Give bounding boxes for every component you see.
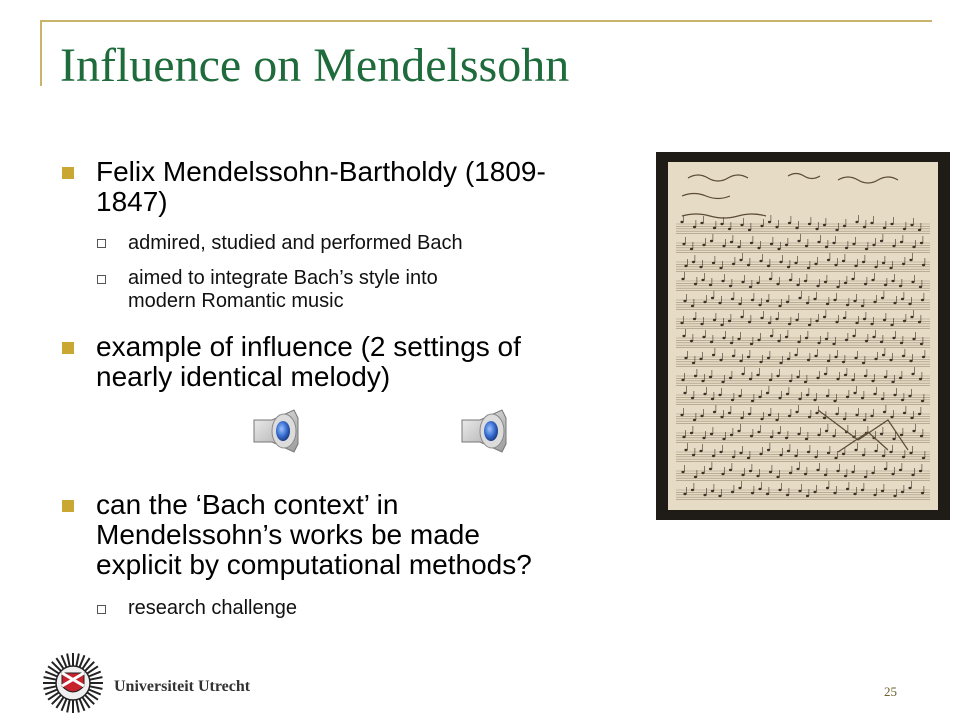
sub-bullet-square-icon (97, 605, 106, 614)
bullet-square-icon (62, 500, 74, 512)
sub-bullet-square-icon (97, 239, 106, 248)
bullet-square-icon (62, 342, 74, 354)
footer-institution-name: Universiteit Utrecht (114, 678, 251, 695)
utrecht-sun-logo-icon (42, 652, 104, 714)
slide-title: Influence on Mendelssohn (60, 39, 570, 92)
bullet-2-line-2: nearly identical melody) (96, 361, 391, 392)
page-number: 25 (884, 684, 897, 699)
speaker-icon[interactable] (250, 408, 302, 454)
sub-bullet-3-1: research challenge (128, 597, 297, 619)
bullet-2-line-1: example of influence (2 settings of (96, 331, 521, 362)
bullet-3-line-3: explicit by computational methods? (96, 549, 532, 580)
sub-bullet-1-1: admired, studied and performed Bach (128, 232, 463, 254)
bullet-square-icon (62, 167, 74, 179)
bullet-3-line-1: can the ‘Bach context’ in (96, 489, 399, 520)
sub-bullet-square-icon (97, 275, 106, 284)
bullet-1-line-2: 1847) (96, 186, 168, 217)
slide-frame-top-line (40, 20, 932, 22)
bullet-1-line-1: Felix Mendelssohn-Bartholdy (1809- (96, 156, 546, 187)
speaker-icon[interactable] (458, 408, 510, 454)
manuscript-image (656, 152, 950, 520)
bullet-3-line-2: Mendelssohn’s works be made (96, 519, 480, 550)
sub-bullet-1-2-line-1: aimed to integrate Bach’s style into (128, 267, 438, 289)
slide-frame-left-line (40, 20, 42, 86)
sub-bullet-1-2-line-2: modern Romantic music (128, 290, 344, 312)
